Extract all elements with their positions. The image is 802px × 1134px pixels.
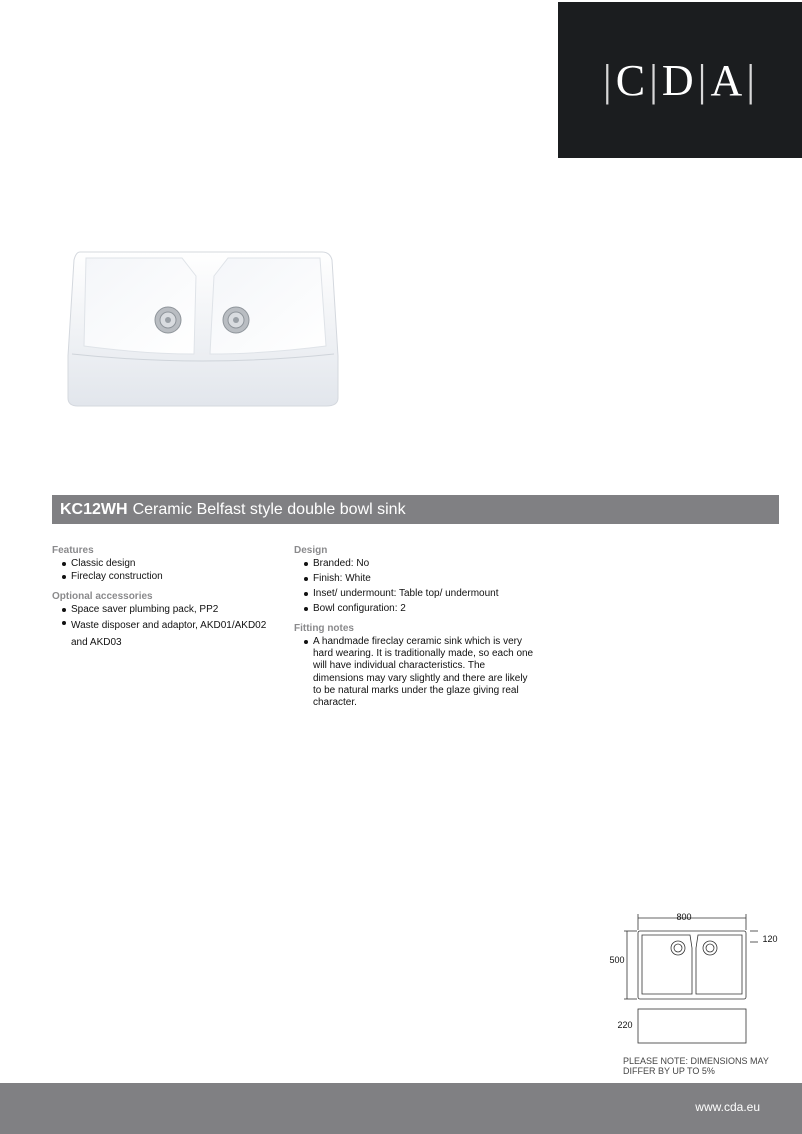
list-item: Classic design [71, 558, 277, 570]
logo-letter-c: C [615, 55, 648, 105]
logo-wordmark: |C|D|A| [602, 55, 758, 105]
dimension-width-label: 800 [676, 912, 692, 922]
list-item: Waste disposer and adaptor, AKD01/AKD02 and AKD03 [71, 617, 277, 651]
dimension-height-label: 220 [617, 1020, 633, 1030]
logo-letter-d: D [661, 55, 696, 105]
features-heading: Features [52, 545, 94, 556]
optional-accessories-heading: Optional accessories [52, 591, 153, 602]
brand-logo [558, 2, 802, 158]
right-spec-column [294, 545, 534, 717]
list-item: A handmade fireclay ceramic sink which is very hard wearing. It is traditionally made, so each one will have individual characteristics. The dimensions may vary slightly and there are likely to be natural marks under the glaze giving real character. [313, 636, 534, 709]
logo-letter-a: A [710, 55, 745, 105]
product-title-bar [52, 495, 779, 524]
product-code: KC12WH [60, 500, 128, 518]
design-heading: Design [294, 545, 328, 556]
list-item: Bowl configuration: 2 [313, 603, 534, 615]
dimension-diagram [604, 886, 786, 1056]
dimension-depth-label: 500 [609, 955, 625, 965]
list-item: Branded: No [313, 558, 534, 570]
list-item: Finish: White [313, 573, 534, 585]
dimension-note: PLEASE NOTE: DIMENSIONS MAY DIFFER BY UP TO 5% [623, 1056, 769, 1076]
list-item: Space saver plumbing pack, PP2 [71, 604, 277, 616]
left-spec-column [52, 545, 277, 659]
design-list [294, 558, 534, 615]
fitting-notes-heading: Fitting notes [294, 623, 354, 634]
fitting-notes-list [294, 636, 534, 709]
product-title: Ceramic Belfast style double bowl sink [132, 500, 406, 518]
optional-accessories-list [52, 604, 277, 651]
website-link[interactable]: www.cda.eu [695, 1100, 760, 1114]
dimension-lip-label: 120 [762, 934, 778, 944]
list-item: Fireclay construction [71, 571, 277, 583]
features-list [52, 558, 277, 583]
footer-bar [0, 1083, 802, 1134]
sink-product-image [64, 246, 340, 410]
list-item: Inset/ undermount: Table top/ undermount [313, 588, 534, 600]
